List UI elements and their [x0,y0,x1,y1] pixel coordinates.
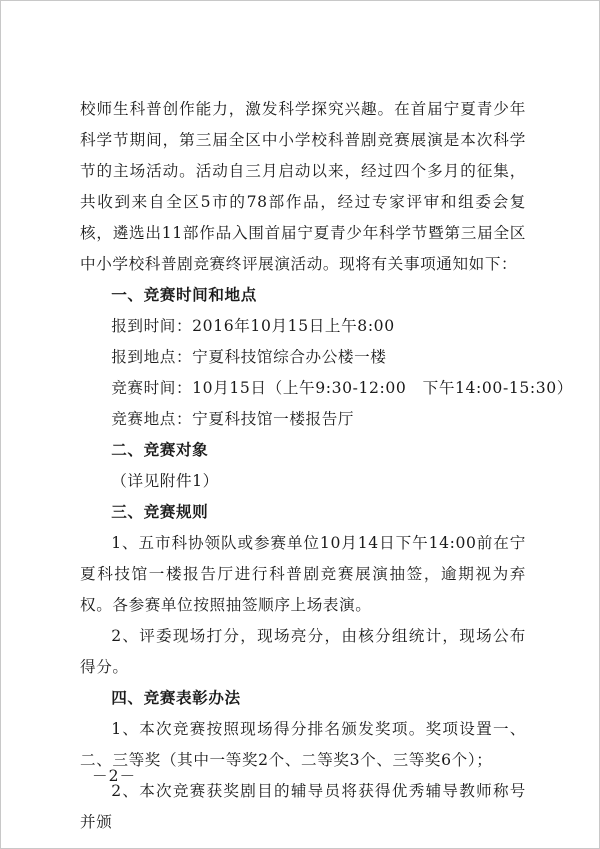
section-heading-time-place: 一、竞赛时间和地点 [111,286,257,304]
intro-paragraph: 校师生科普创作能力，激发科学探究兴趣。在首届宁夏青少年科学节期间，第三届全区中小学校科普剧竞赛展演是本次科学节的主场活动。活动自三月启动以来，经过四个多月的征集，共收到来自全区5市的78部作品，经过专家评审和组委会复核，遴选出11部作品入围首届宁夏青少年科学节暨第三届全区中小学校科普剧竞赛终评展演活动。现将有关事项通知如下： [80,100,526,273]
section-heading-awards: 四、竞赛表彰办法 [111,689,241,707]
report-place-line: 报到地点：宁夏科技馆综合办公楼一楼 [111,348,387,366]
rule-2-paragraph: 2、评委现场打分，现场亮分，由核分组统计，现场公布得分。 [80,627,526,676]
award-item-1-paragraph: 1、本次竞赛按照现场得分排名颁发奖项。奖项设置一、二、三等奖（其中一等奖2个、二等奖3个、三等奖6个）； [80,720,526,769]
contest-place-line: 竞赛地点：宁夏科技馆一楼报告厅 [111,410,355,428]
section-heading-participants: 二、竞赛对象 [111,441,209,459]
report-time-line: 报到时间：2016年10月15日上午8:00 [111,317,395,335]
participants-note: （详见附件1） [111,472,219,490]
award-item-2-paragraph: 2、本次竞赛获奖剧目的辅导员将获得优秀辅导教师称号并颁 [80,782,526,831]
contest-time-line: 竞赛时间：10月15日（上午9:30-12:00 下午14:00-15:30） [111,379,573,397]
page-number: －2－ [92,767,137,785]
rule-1-paragraph: 1、五市科协领队或参赛单位10月14日下午14:00前在宁夏科技馆一楼报告厅进行科普剧竞赛展演抽签，逾期视为弃权。各参赛单位按照抽签顺序上场表演。 [80,534,526,614]
document-body [80,94,573,838]
section-heading-rules: 三、竞赛规则 [111,503,209,521]
